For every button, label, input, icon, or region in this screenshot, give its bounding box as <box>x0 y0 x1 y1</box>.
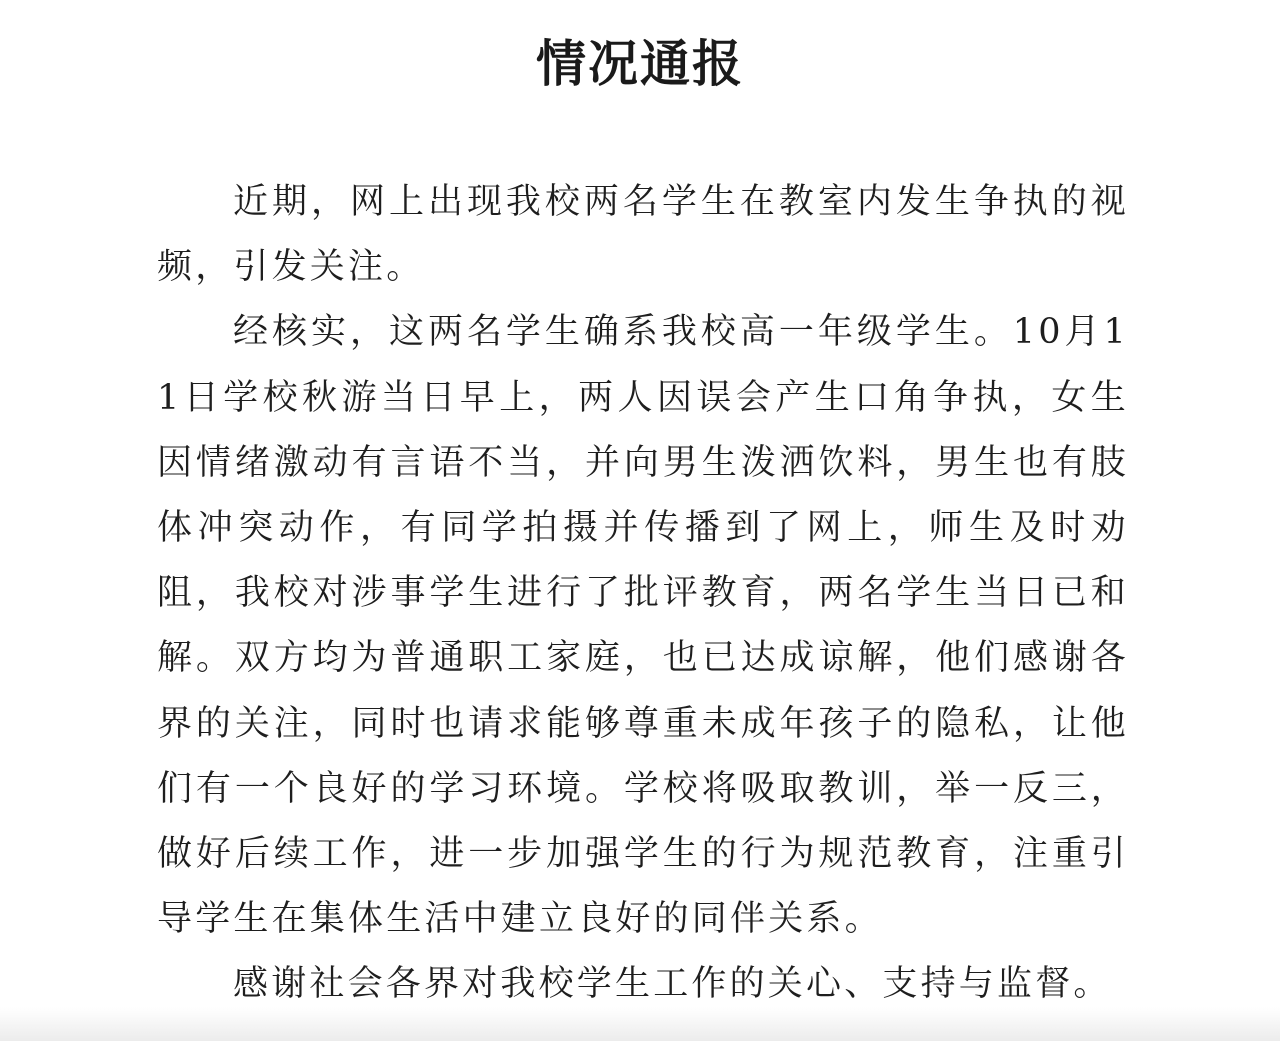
document-title: 情况通报 <box>536 34 744 93</box>
paragraph-intro: 近期，网上出现我校两名学生在教室内发生争执的视频，引发关注。 <box>157 182 1129 288</box>
document-body <box>157 170 1129 1018</box>
paragraph-details: 经核实，这两名学生确系我校高一年级学生。10月11日学校秋游当日早上，两人因误会产生口角争执，女生因情绪激动有言语不当，并向男生泼洒饮料，男生也有肢体冲突动作，有同学拍摄并传播到了网上，师生及时劝阻，我校对涉事学生进行了批评教育，两名学生当日已和解。双方均为普通职工家庭，也已达成谅解，他们感谢各界的关注，同时也请求能够尊重未成年孩子的隐私，让他们有一个良好的学习环境。学校将吸取教训，举一反三，做好后续工作，进一步加强学生的行为规范教育，注重引导学生在集体生活中建立良好的同伴关系。 <box>157 312 1129 940</box>
bottom-edge-shadow <box>0 1007 1280 1041</box>
paragraph-thanks: 感谢社会各界对我校学生工作的关心、支持与监督。 <box>233 964 1112 1005</box>
